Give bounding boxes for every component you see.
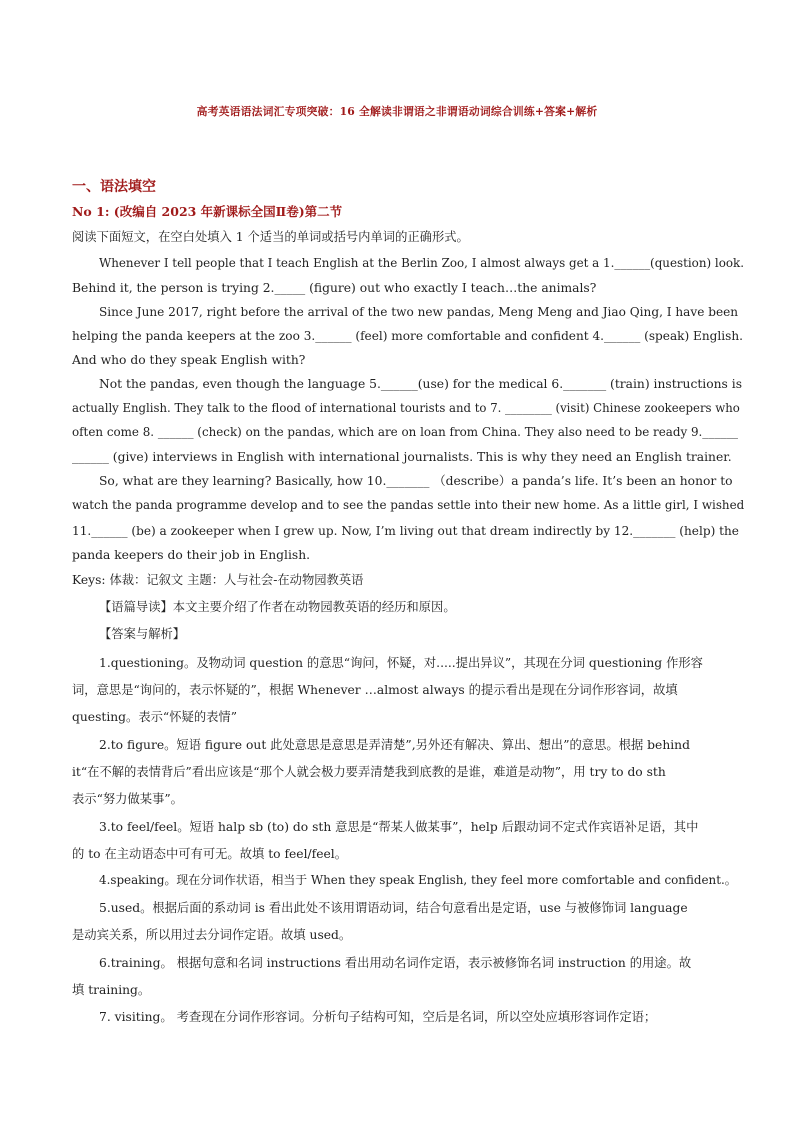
explanation-line: 是动宾关系，所以用过去分词作定语。故填 used。 xyxy=(72,928,352,942)
explanation-line: 3.to feel/feel。短语 halp sb (to) do sth 意思是“帮某人做某事”，help 后跟动词不定式作宾语补足语，其中 xyxy=(99,820,699,834)
explanation-line: questing。表示“怀疑的表情” xyxy=(72,710,237,724)
passage-line: And who do they speak English with? xyxy=(72,353,306,367)
passage-line: Whenever I tell people that I teach English at the Berlin Zoo, I almost always get a 1.______(question) look. xyxy=(99,256,745,270)
explanation-line: 的 to 在主动语态中可有可无。故填 to feel/feel。 xyxy=(72,847,347,861)
instruction-line: 阅读下面短文，在空白处填入 1 个适当的单词或括号内单词的正确形式。 xyxy=(72,230,469,244)
explanation-line: 6.training。 根据句意和名词 instructions 看出用动名词作定语，表示被修饰名词 instruction 的用途。故 xyxy=(99,956,692,970)
section-heading: 一、语法填空 xyxy=(72,179,156,195)
explanation-line: 5.used。根据后面的系动词 is 看出此处不该用谓语动词，结合句意看出是定语，use 与被修饰词 language xyxy=(99,901,688,915)
document-title: 高考英语语法词汇专项突破：16 全解读非谓语之非谓语动词综合训练+答案+解析 xyxy=(196,105,598,118)
explanation-line: it“在不解的表情背后”看出应该是“那个人就会极力要弄清楚我到底教的是谁，难道是动物”，用 try to do sth xyxy=(72,765,666,779)
explanation-line: 表示“努力做某事”。 xyxy=(72,792,183,806)
reading-guide: 【语篇导读】本文主要介绍了作者在动物园教英语的经历和原因。 xyxy=(99,600,456,614)
passage-line: So, what are they learning? Basically, how 10._______ （describe）a panda’s life. It’s been an honor to xyxy=(99,474,733,488)
explanation-line: 4.speaking。现在分词作状语，相当于 When they speak English, they feel more comfortable and confident.。 xyxy=(99,873,737,887)
question-number: No 1: (改编自 2023 年新课标全国Ⅱ卷)第二节 xyxy=(72,204,343,219)
keys-line: Keys: 体裁：记叙文 主题：人与社会-在动物园教英语 xyxy=(72,573,364,587)
answer-heading: 【答案与解析】 xyxy=(99,627,186,641)
passage-line: watch the panda programme develop and to see the pandas settle into their new home. As a little girl, I wished xyxy=(72,498,745,512)
explanation-line: 7. visiting。 考查现在分词作形容词。分析句子结构可知，空后是名词，所以空处应填形容词作定语； xyxy=(99,1010,657,1024)
explanation-line: 词，意思是“询问的，表示怀疑的”，根据 Whenever …almost always 的提示看出是现在分词作形容词，故填 xyxy=(72,683,678,697)
explanation-line: 1.questioning。及物动词 question 的意思“询问，怀疑，对.....提出异议”，其现在分词 questioning 作形容 xyxy=(99,656,703,670)
passage-line: Behind it, the person is trying 2._____ (figure) out who exactly I teach…the animals? xyxy=(72,281,597,295)
passage-line: panda keepers do their job in English. xyxy=(72,548,311,562)
explanation-line: 填 training。 xyxy=(72,983,151,997)
explanation-line: 2.to figure。短语 figure out 此处意思是意思是弄清楚”,另外还有解决、算出、想出”的意思。根据 behind xyxy=(99,738,690,752)
passage-line: often come 8. ______ (check) on the pandas, which are on loan from China. They also need to be ready 9.______ xyxy=(72,425,738,439)
passage-line: ______ (give) interviews in English with international journalists. This is why they need an English trainer. xyxy=(72,450,732,464)
passage-line: Since June 2017, right before the arrival of the two new pandas, Meng Meng and Jiao Qing, I have been xyxy=(99,305,739,319)
passage-line: helping the panda keepers at the zoo 3.______ (feel) more comfortable and confident 4.______ (speak) English. xyxy=(72,329,743,343)
passage-line: actually English. They talk to the flood of international tourists and to 7. ________ (visit) Chinese zookeepers who xyxy=(72,401,740,415)
passage-line: 11.______ (be) a zookeeper when I grew up. Now, I’m living out that dream indirectly by 12._______ (help) the xyxy=(72,524,739,538)
passage-line: Not the pandas, even though the language 5.______(use) for the medical 6._______ (train) instructions is xyxy=(99,377,743,391)
